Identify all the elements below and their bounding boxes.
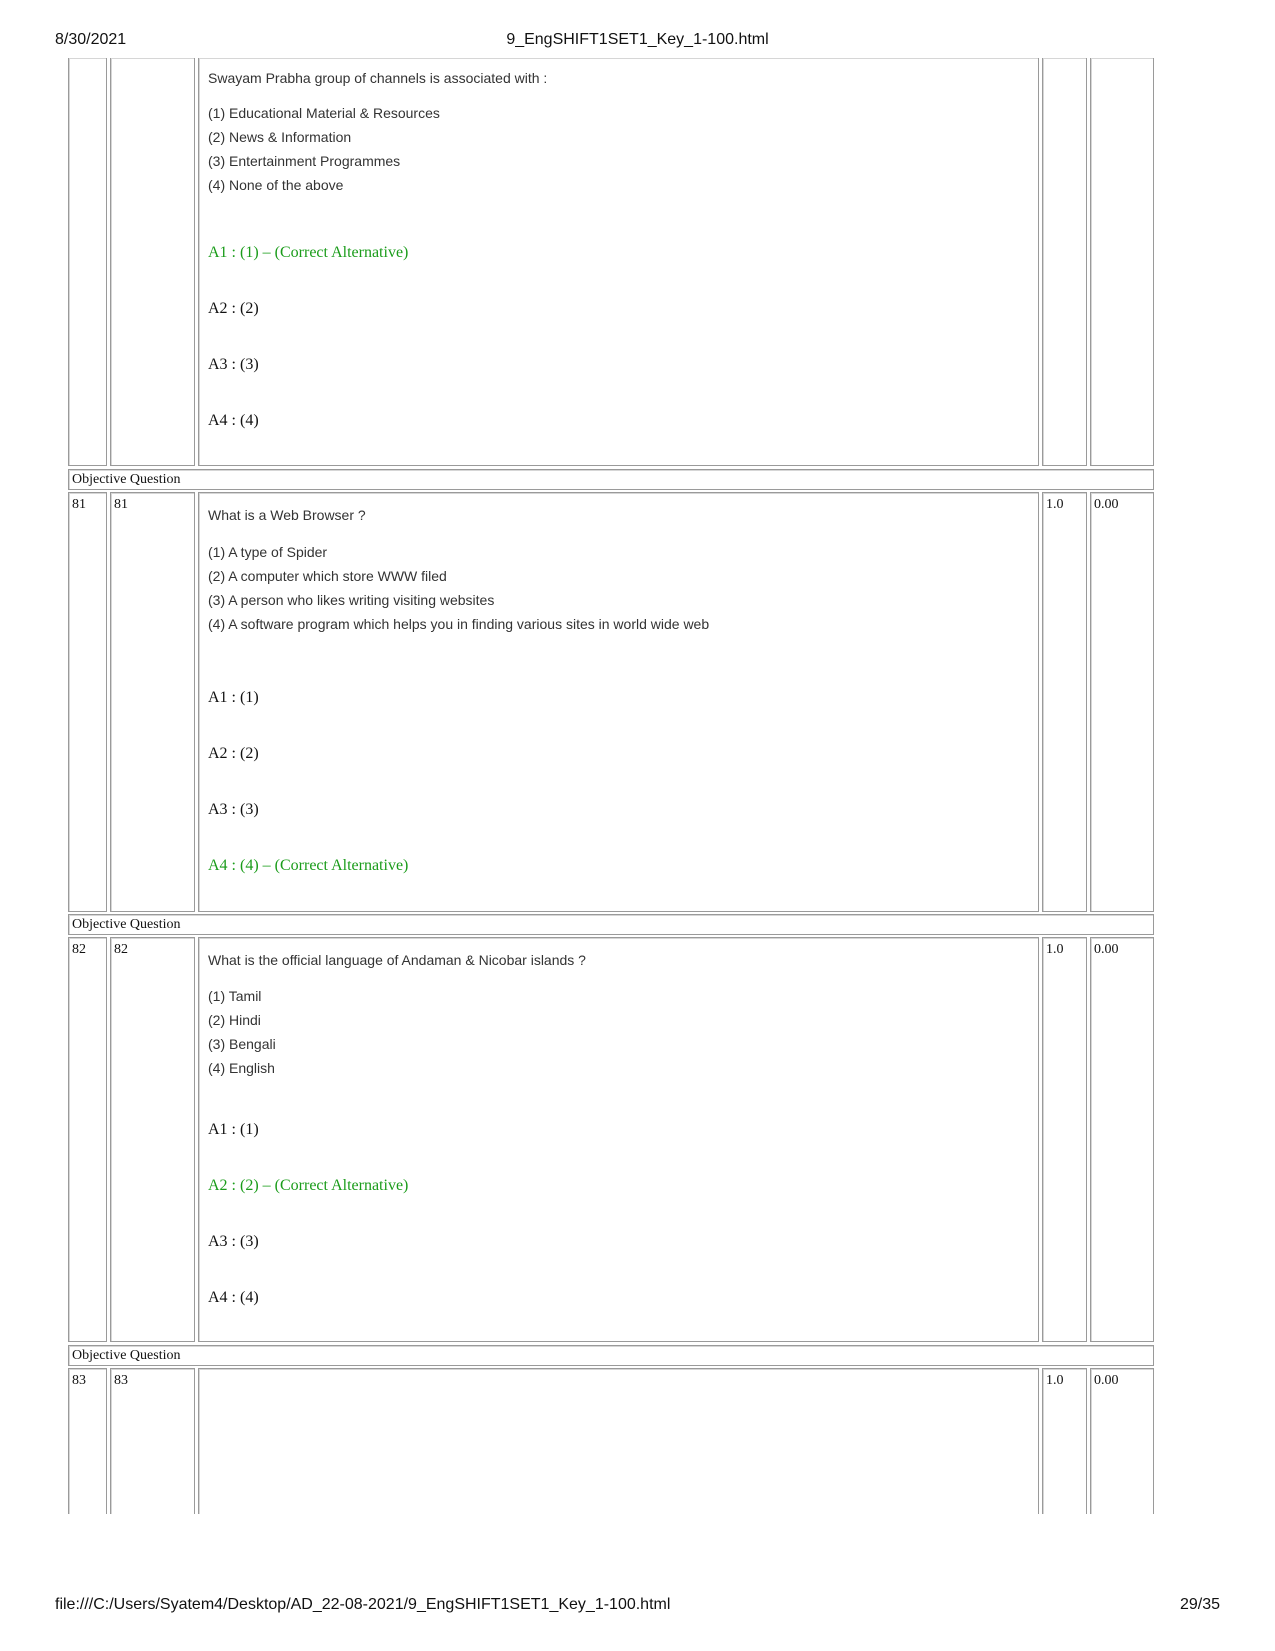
q82-answer-3: A3 : (3) — [208, 1233, 259, 1250]
q82-section-label: Objective Question — [68, 914, 1154, 935]
q80-option-2: (2) News & Information — [208, 129, 352, 145]
q82-marks: 1.0 — [1042, 937, 1087, 1342]
q81-option-4: (4) A software program which helps you in finding various sites in world wide web — [208, 616, 710, 632]
q81-answer-2: A2 : (2) — [208, 745, 259, 762]
q81-sno: 81 — [68, 492, 107, 912]
q82-qid: 82 — [110, 937, 195, 1342]
q80-answer-3: A3 : (3) — [208, 356, 259, 373]
q83-section-label: Objective Question — [68, 1345, 1154, 1366]
file-path: file:///C:/Users/Syatem4/Desktop/AD_22-08-2021/9_EngSHIFT1SET1_Key_1-100.html — [55, 1596, 671, 1613]
q83-sno: 83 — [68, 1368, 107, 1514]
q80-marks-cell — [1042, 58, 1087, 466]
page-number: 29/35 — [1179, 1596, 1220, 1613]
q80-option-3: (3) Entertainment Programmes — [208, 153, 401, 169]
q82-question-cell — [198, 937, 1039, 1342]
q82-option-3: (3) Bengali — [208, 1036, 276, 1052]
q81-question-cell — [198, 492, 1039, 912]
q82-option-4: (4) English — [208, 1060, 275, 1076]
q80-option-1: (1) Educational Material & Resources — [208, 105, 440, 121]
q82-question-text: What is the official language of Andaman & Nicobar islands ? — [208, 952, 586, 968]
q81-section-label: Objective Question — [68, 469, 1154, 490]
q80-negative-cell — [1090, 58, 1154, 466]
document-title: 9_EngSHIFT1SET1_Key_1-100.html — [506, 31, 769, 48]
q82-negative-marks: 0.00 — [1090, 937, 1154, 1342]
print-date: 8/30/2021 — [55, 31, 127, 48]
q80-qid-cell — [110, 58, 195, 466]
q82-answer-1: A1 : (1) — [208, 1121, 259, 1138]
q82-answer-2-correct: A2 : (2) – (Correct Alternative) — [208, 1177, 409, 1194]
q82-sno: 82 — [68, 937, 107, 1342]
q81-option-1: (1) A type of Spider — [208, 544, 328, 560]
q80-answer-4: A4 : (4) — [208, 412, 259, 429]
q80-answer-2: A2 : (2) — [208, 300, 259, 317]
q83-marks: 1.0 — [1042, 1368, 1087, 1514]
q82-option-1: (1) Tamil — [208, 988, 262, 1004]
q81-option-2: (2) A computer which store WWW filed — [208, 568, 447, 584]
q83-question-cell — [198, 1368, 1039, 1514]
q81-answer-4-correct: A4 : (4) – (Correct Alternative) — [208, 857, 409, 874]
q80-sno-cell — [68, 58, 107, 466]
q81-qid: 81 — [110, 492, 195, 912]
q81-answer-3: A3 : (3) — [208, 801, 259, 818]
q80-option-4: (4) None of the above — [208, 177, 344, 193]
q80-answer-1-correct: A1 : (1) – (Correct Alternative) — [208, 244, 409, 261]
q82-answer-4: A4 : (4) — [208, 1289, 259, 1306]
q81-marks: 1.0 — [1042, 492, 1087, 912]
q82-option-2: (2) Hindi — [208, 1012, 261, 1028]
q81-answer-1: A1 : (1) — [208, 689, 259, 706]
q80-question-text: Swayam Prabha group of channels is associated with : — [208, 70, 548, 86]
q81-negative-marks: 0.00 — [1090, 492, 1154, 912]
q83-negative-marks: 0.00 — [1090, 1368, 1154, 1514]
q81-option-3: (3) A person who likes writing visiting websites — [208, 592, 495, 608]
q83-qid: 83 — [110, 1368, 195, 1514]
q80-question-cell — [198, 58, 1039, 466]
q81-question-text: What is a Web Browser ? — [208, 507, 366, 523]
